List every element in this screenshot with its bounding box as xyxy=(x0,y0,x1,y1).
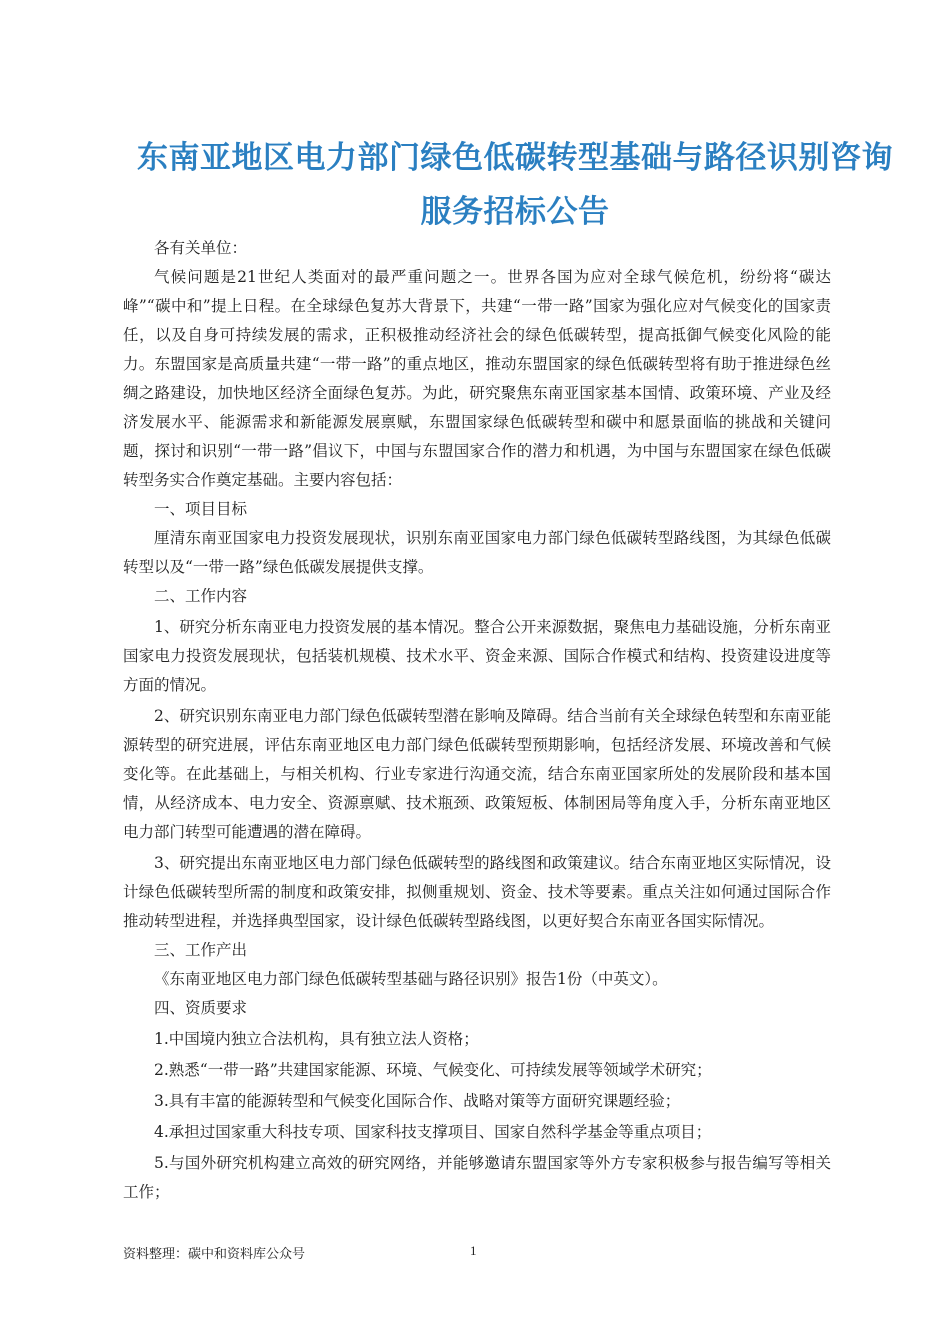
objective-paragraph: 厘清东南亚国家电力投资发展现状，识别东南亚国家电力部门绿色低碳转型路线图，为其绿色低碳转型以及“一带一路”绿色低碳发展提供支撑。 xyxy=(123,529,831,576)
document-body xyxy=(123,234,831,1207)
qualification-item-4: 4.承担过国家重大科技专项、国家科技支撑项目、国家自然科学基金等重点项目； xyxy=(154,1123,712,1141)
footer-source: 资料整理：碳中和资料库公众号 xyxy=(123,1247,306,1262)
qualification-item-5: 5.与国外研究机构建立高效的研究网络，并能够邀请东盟国家等外方专家积极参与报告编写等相关工作； xyxy=(123,1154,831,1201)
output-paragraph: 《东南亚地区电力部门绿色低碳转型基础与路径识别》报告1份（中英文）。 xyxy=(154,970,668,988)
footer-page-number: 1 xyxy=(470,1243,477,1258)
intro-paragraph: 气候问题是21世纪人类面对的最严重问题之一。世界各国为应对全球气候危机，纷纷将“碳达峰”“碳中和”提上日程。在全球绿色复苏大背景下，共建“一带一路”国家为强化应对气候变化的国家责任，以及自身可持续发展的需求，正积极推动经济社会的绿色低碳转型，提高抵御气候变化风险的能力。东盟国家是高质量共建“一带一路”的重点地区，推动东盟国家的绿色低碳转型将有助于推进绿色丝绸之路建设，加快地区经济全面绿色复苏。为此，研究聚焦东南亚国家基本国情、政策环境、产业及经济发展水平、能源需求和新能源发展禀赋，东盟国家绿色低碳转型和碳中和愿景面临的挑战和关键问题，探讨和识别“一带一路”倡议下，中国与东盟国家合作的潜力和机遇，为中国与东盟国家在绿色低碳转型务实合作奠定基础。主要内容包括： xyxy=(123,268,831,489)
work-item-2: 2、研究识别东南亚电力部门绿色低碳转型潜在影响及障碍。结合当前有关全球绿色转型和东南亚能源转型的研究进展，评估东南亚地区电力部门绿色低碳转型预期影响，包括经济发展、环境改善和气候变化等。在此基础上，与相关机构、行业专家进行沟通交流，结合东南亚国家所处的发展阶段和基本国情，从经济成本、电力安全、资源禀赋、技术瓶颈、政策短板、体制困局等角度入手，分析东南亚地区电力部门转型可能遭遇的潜在障碍。 xyxy=(123,707,831,841)
qualification-item-2: 2.熟悉“一带一路”共建国家能源、环境、气候变化、可持续发展等领域学术研究； xyxy=(154,1061,712,1079)
document-title-line-2: 服务招标公告 xyxy=(420,194,610,230)
work-item-3: 3、研究提出东南亚地区电力部门绿色低碳转型的路线图和政策建议。结合东南亚地区实际情况，设计绿色低碳转型所需的制度和政策安排，拟侧重规划、资金、技术等要素。重点关注如何通过国际合作推动转型进程，并选择典型国家，设计绿色低碳转型路线图，以更好契合东南亚各国实际情况。 xyxy=(123,854,831,930)
section-heading-objective: 一、项目目标 xyxy=(154,500,248,518)
section-heading-qualifications: 四、资质要求 xyxy=(154,999,248,1017)
salutation: 各有关单位： xyxy=(154,239,248,257)
document-title-line-1: 东南亚地区电力部门绿色低碳转型基础与路径识别咨询 xyxy=(137,140,893,176)
section-heading-output: 三、工作产出 xyxy=(154,941,248,959)
section-heading-work-content: 二、工作内容 xyxy=(154,587,248,605)
qualification-item-3: 3.具有丰富的能源转型和气候变化国际合作、战略对策等方面研究课题经验； xyxy=(154,1092,681,1110)
work-item-1: 1、研究分析东南亚电力投资发展的基本情况。整合公开来源数据，聚焦电力基础设施，分析东南亚国家电力投资发展现状，包括装机规模、技术水平、资金来源、国际合作模式和结构、投资建设进度等方面的情况。 xyxy=(123,618,831,694)
qualification-item-1: 1.中国境内独立合法机构，具有独立法人资格； xyxy=(154,1030,479,1048)
